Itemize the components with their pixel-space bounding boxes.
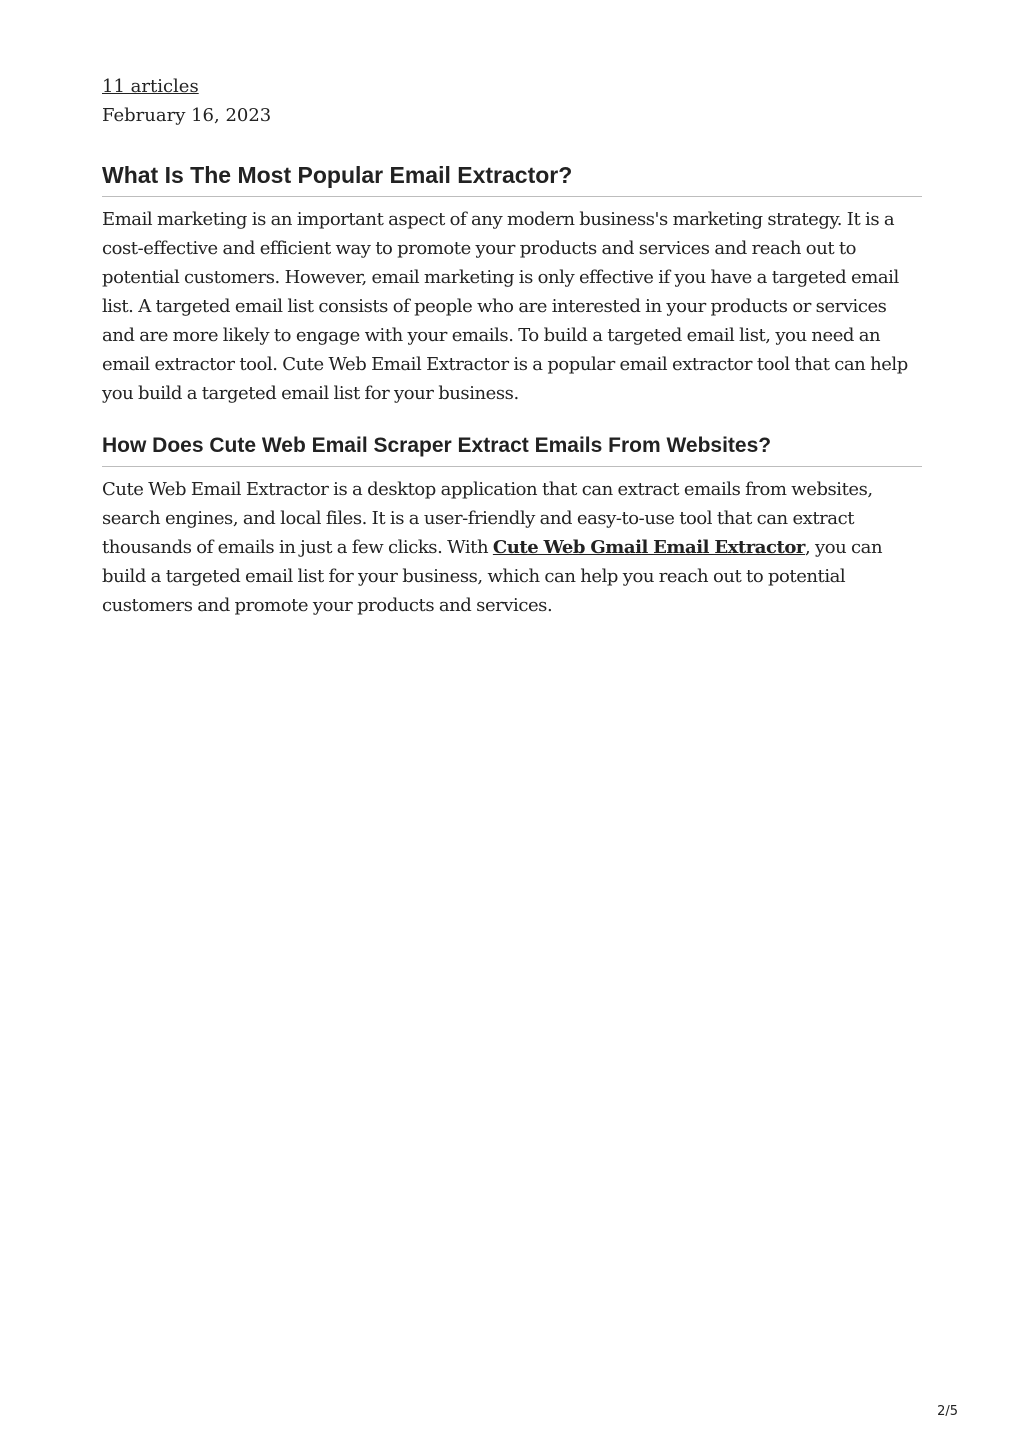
paragraph-text-after-link: , you can build a targeted email list for your business, which can help you reach out to potential customers and promote your products and services. — [102, 537, 883, 616]
section-heading-popular-extractor: What Is The Most Popular Email Extractor? — [102, 161, 922, 197]
section-paragraph-popular-extractor: Email marketing is an important aspect of any modern business's marketing strategy. It is a cost-effective and efficient way to promote your products and services and reach out to potential customers. However, email marketing is only effective if you have a targeted email list. A targeted email list consists of people who are interested in your products or services and are more likely to engage with your emails. To build a targeted email list, you need an email extractor tool. Cute Web Email Extractor is a popular email extractor tool that can help you build a targeted email list for your business. — [102, 209, 908, 404]
article-page — [102, 72, 922, 620]
paragraph-text-before-link: Cute Web Email Extractor is a desktop application that can extract emails from websites, search engines, and local files. It is a user-friendly and easy-to-use tool that can extract thousands of emails in just a few clicks. With — [102, 479, 873, 558]
articles-count-link[interactable]: 11 articles — [102, 76, 199, 97]
section-heading-how-it-works: How Does Cute Web Email Scraper Extract Emails From Websites? — [102, 433, 922, 467]
gmail-extractor-link[interactable]: Cute Web Gmail Email Extractor — [492, 537, 805, 558]
publish-date: February 16, 2023 — [102, 105, 272, 126]
page-number: 2/5 — [937, 1404, 958, 1419]
section-paragraph-how-it-works — [102, 475, 922, 620]
